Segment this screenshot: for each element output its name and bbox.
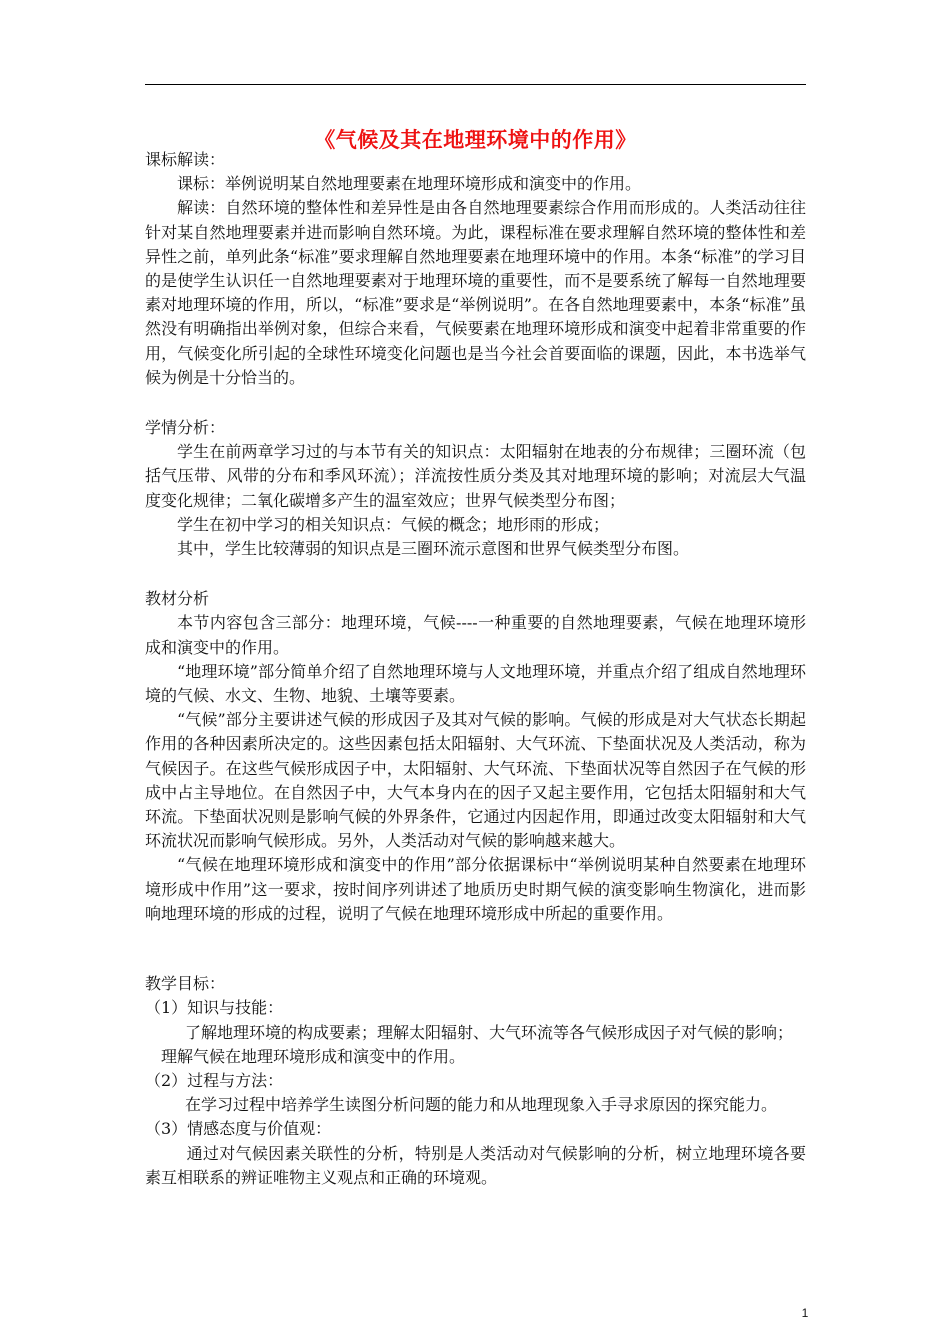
objective-label-1: （1）知识与技能： (145, 998, 284, 1018)
xueqing-paragraph-3: 其中，学生比较薄弱的知识点是三圈环流示意图和世界气候类型分布图。 (177, 539, 690, 559)
objective-label-2: （2）过程与方法： (145, 1070, 284, 1090)
section-heading-jiaocai: 教材分析 (145, 589, 210, 609)
header-rule (145, 84, 806, 85)
document-body (145, 148, 806, 1190)
section-heading-kebiao: 课标解读： (145, 150, 226, 169)
objective-text-3: 通过对气候因素关联性的分析，特别是人类活动对气候影响的分析，树立地理环境各要素互相联系的辨证唯物主义观点和正确的环境观。 (145, 1143, 806, 1187)
jiaocai-paragraph-3: “气候”部分主要讲述气候的形成因子及其对气候的影响。气候的形成是对大气状态长期起作用的各种因素所决定的。这些因素包括太阳辐射、大气环流、下垫面状况及人类活动，称为气候因子。在这些气候形成因子中，太阳辐射、大气环流、下垫面状况等自然因子在气候的形成中占主导地位。在自然因子中，大气本身内在的因子又起主要作用，它包括太阳辐射和大气环流。下垫面状况则是影响气候的外界条件，它通过内因起作用，即通过改变太阳辐射和大气环流状况而影响气候形成。另外，人类活动对气候的影响越来越大。 (145, 710, 806, 851)
jiaocai-paragraph-2: “地理环境”部分简单介绍了自然地理环境与人文地理环境，并重点介绍了组成自然地理环境的气候、水文、生物、地貌、土壤等要素。 (145, 661, 806, 706)
objective-text-1b: 理解气候在地理环境形成和演变中的作用。 (161, 1046, 466, 1066)
interpretation-text: 解读：自然环境的整体性和差异性是由各自然地理要素综合作用而形成的。人类活动往往针对某自然地理要素并进而影响自然环境。为此，课程标准在要求理解自然环境的整体性和差异性之前，单列此条“标准”要求理解自然地理要素在地理环境中的作用。本条“标准”的学习目的是使学生认识任一自然地理要素对于地理环境的重要性，而不是要系统了解每一自然地理要素对地理环境的作用，所以，“标准”要求是“举例说明”。在各自然地理要素中，本条“标准”虽然没有明确指出举例对象，但综合来看，气候要素在地理环境形成和演变中起着非常重要的作用，气候变化所引起的全球性环境变化问题也是当今社会首要面临的课题，因此，本书选举气候为例是十分恰当的。 (145, 198, 806, 387)
xueqing-paragraph-2: 学生在初中学习的相关知识点：气候的概念；地形雨的形成； (177, 514, 610, 534)
jiaocai-paragraph-4: “气候在地理环境形成和演变中的作用”部分依据课标中“举例说明某种自然要素在地理环境形成中作用”这一要求，按时间序列讲述了地质历史时期气候的演变影响生物演化，进而影响地理环境的形成的过程，说明了气候在地理环境形成中所起的重要作用。 (145, 855, 806, 923)
objective-text-2: 在学习过程中培养学生读图分析问题的能力和从地理现象入手寻求原因的探究能力。 (185, 1095, 778, 1115)
jiaocai-paragraph-1: 本节内容包含三部分：地理环境，气候----一种重要的自然地理要素，气候在地理环境形成和演变中的作用。 (145, 613, 806, 657)
objective-text-1a: 了解地理环境的构成要素；理解太阳辐射、大气环流等各气候形成因子对气候的影响； (185, 1022, 794, 1042)
page-number: 1 (801, 1306, 809, 1320)
section-heading-mubiao: 教学目标： (145, 974, 226, 994)
document-title: 《气候及其在地理环境中的作用》 (314, 128, 637, 152)
section-heading-xueqing: 学情分析： (145, 418, 226, 438)
standard-text: 课标：举例说明某自然地理要素在地理环境形成和演变中的作用。 (177, 174, 642, 194)
xueqing-paragraph-1: 学生在前两章学习过的与本节有关的知识点：太阳辐射在地表的分布规律；三圈环流（包括气压带、风带的分布和季风环流）；洋流按性质分类及其对地理环境的影响；对流层大气温度变化规律；二氧化碳增多产生的温室效应；世界气候类型分布图； (145, 442, 806, 510)
objective-label-3: （3）情感态度与价值观： (145, 1119, 332, 1139)
